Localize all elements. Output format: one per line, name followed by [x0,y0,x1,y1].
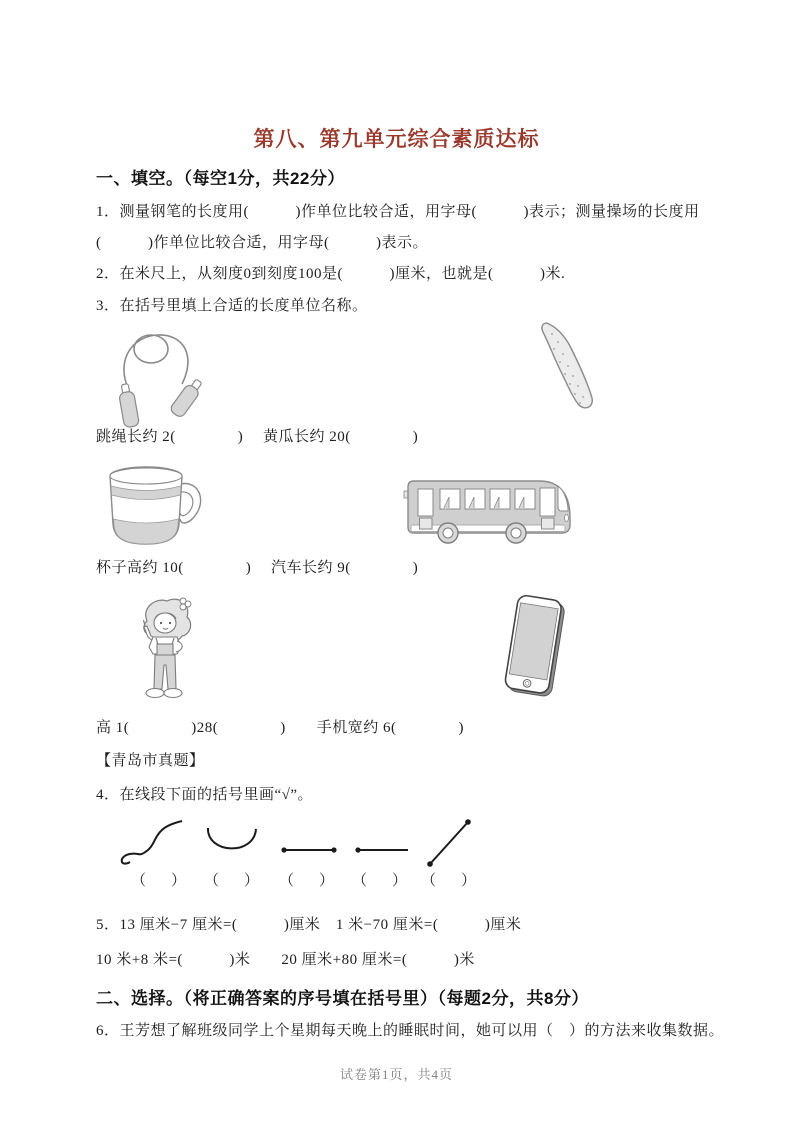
segment-two-endpoints [281,847,336,852]
segment-one-endpoint [355,847,408,852]
question-5-line-2: 10 米+8 米=( )米 20 厘米+80 厘米=( )米 [96,952,475,968]
question-4: 4．在线段下面的括号里画“√”。 [96,787,314,803]
source-tag-qingdao: 【青岛市真题】 [96,753,205,769]
section-fill-header: 一、填空。（每空1分，共22分） [96,169,345,188]
question-2: 2．在米尺上，从刻度0到刻度100是( )厘米，也就是( )米. [96,266,566,282]
question-5-line-1: 5．13 厘米−7 厘米=( )厘米 1 米−70 厘米=( )厘米 [96,917,522,933]
bus-illustration [400,477,572,549]
answer-bracket-3: （ ） [278,873,339,889]
diagonal-segment [427,819,471,867]
section-choice-header: 二、选择。（将正确答案的序号填在括号里）（每题2分，共8分） [96,989,589,1008]
page-title: 第八、第九单元综合素质达标 [253,128,540,151]
caption-girl-phone: 高 1( )28( ) 手机宽约 6( ) [96,720,464,736]
question-6: 6．王芳想了解班级同学上个星期每天晚上的睡眠时间，她可以用（ ）的方法来收集数据。 [96,1023,725,1039]
caption-mug-bus: 杯子高约 10( ) 汽车长约 9( ) [96,560,419,576]
question-1-line-1: 1．测量钢笔的长度用( )作单位比较合适，用字母( )表示；测量操场的长度用 [96,204,700,220]
cucumber-illustration [527,318,599,416]
answer-bracket-5: （ ） [420,873,481,889]
answer-bracket-4: （ ） [351,873,412,889]
girl-illustration [115,593,211,705]
answer-bracket-1: （ ） [130,873,191,889]
question-4-shapes [108,812,508,870]
answer-bracket-2: （ ） [203,873,264,889]
rope-handle-left [117,383,139,428]
mug-illustration [100,462,205,550]
question-1-line-2: ( )作单位比较合适，用字母( )表示。 [96,235,428,251]
hair-flower [180,598,191,610]
caption-rope-cucumber: 跳绳长约 2( ) 黄瓜长约 20( ) [96,429,419,445]
wavy-curve [122,821,182,864]
arc-curve [208,828,256,848]
question-3: 3．在括号里填上合适的长度单位名称。 [96,298,368,314]
smartphone-illustration [495,592,567,700]
page-footer: 试卷第1页，共4页 [339,1067,453,1082]
jump-rope-illustration [94,322,216,432]
rope-handle-right [169,377,205,419]
